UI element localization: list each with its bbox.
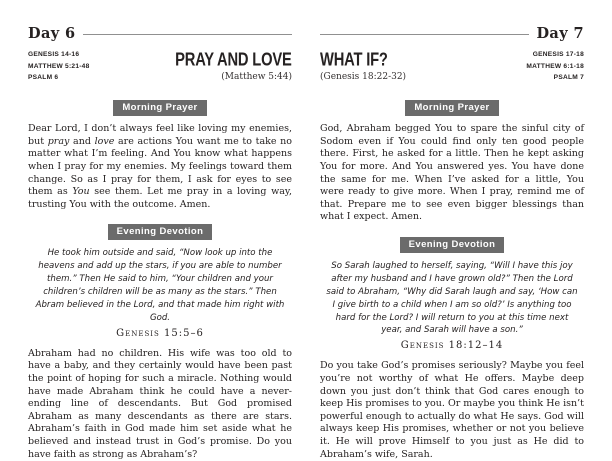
day-label: Day 7 — [536, 25, 584, 42]
page-header — [28, 47, 292, 87]
reading-item: MATTHEW 6:1-18 — [526, 62, 584, 70]
scripture-quote: He took him outside and said, “Now look up into the heavens and add up the stars, if you are able to number them.” Then He said to him, “Your children and your children’s children will be as many as the stars.” Then Abram believed in the Lord, and that made him right with God. — [35, 248, 285, 323]
title-reference: (Genesis 18:22-32) — [320, 72, 407, 82]
title-reference: (Matthew 5:44) — [221, 72, 292, 82]
reading-item: MATTHEW 5:21-48 — [28, 62, 90, 70]
scripture-reference: Genesis 15:5–6 — [116, 327, 204, 339]
devotion-text: Abraham had no children. His wife was too old to have a baby, and they certainly would have been past the point of hoping for such a miracle. Nothing would have made Abraham think he could have a never-ending line of descendants. But God promised Abraham as many descendants as there are stars. Abraham’s faith in God made him set aside what he believed and instead trust in God’s promise. Do you have faith as strong as Abraham’s? — [28, 347, 292, 460]
reading-item: PSALM 6 — [28, 74, 59, 82]
page-title: WHAT IF? — [320, 50, 388, 71]
day-rule — [83, 34, 292, 35]
evening-devotion-section-header — [28, 219, 292, 240]
morning-prayer-section-header — [28, 95, 292, 116]
reading-item: GENESIS 17-18 — [532, 51, 584, 58]
readings-list — [28, 47, 90, 84]
reading-item: PSALM 7 — [553, 74, 584, 82]
page-title: PRAY AND LOVE — [175, 50, 292, 71]
scripture-reference: Genesis 18:12–14 — [400, 340, 504, 352]
morning-prayer-badge: Morning Prayer — [113, 100, 206, 116]
readings-list — [526, 47, 584, 84]
page-day-6 — [0, 0, 306, 460]
day-label: Day 6 — [28, 25, 76, 42]
morning-prayer-text: Dear Lord, I don’t always feel like loving my enemies, but pray and love are actions You want me to take no matter what I’m feeling. And You know what happens when I pray for my enemies. My feelings toward them change. So as I pray for them, I ask for eyes to see them as You see them. Let me pray in a loving way, trusting You with the outcome. Amen. — [28, 123, 292, 210]
reading-item: GENESIS 14-16 — [28, 51, 80, 58]
evening-devotion-section-header — [320, 232, 584, 253]
day-header — [320, 25, 584, 42]
evening-devotion-badge: Evening Devotion — [400, 237, 505, 253]
day-rule — [320, 34, 529, 35]
title-block — [165, 47, 292, 82]
morning-prayer-badge: Morning Prayer — [405, 100, 498, 116]
scripture-quote: So Sarah laughed to herself, saying, “Will I have this joy after my husband and I have grown old?” Then the Lord said to Abraham, “Why did Sarah laugh and say, ‘How can I give birth to a child when I am so old?’ Is anything too hard for the Lord? I will return to you at this time next year, and Sarah will have a son.” — [326, 261, 578, 336]
title-block — [320, 47, 406, 82]
page-header — [320, 47, 584, 87]
morning-prayer-text: God, Abraham begged You to spare the sinful city of Sodom even if You could find only ten good people there. First, he asked for a little. Then he kept asking You for more. And You answered yes. You have done the same for me. When I’ve asked for a little, You were ready to give more. When I pray, remind me of that. Prepare me to see even bigger blessings than what I expect. Amen. — [320, 123, 584, 223]
morning-prayer-section-header — [320, 95, 584, 116]
devotion-text: Do you take God’s promises seriously? Maybe you feel you’re not worthy of what He offers. Maybe deep down you just don’t think that God cares enough to keep His promises to you. Or maybe you think He isn’t powerful enough to actually do what He says. God will always keep His promises, whether or not you believe it. He will prove Himself to you just as He did to Abraham’s wife, Sarah. — [320, 360, 584, 460]
evening-devotion-badge: Evening Devotion — [108, 224, 213, 240]
page-day-7 — [306, 0, 612, 460]
day-header — [28, 25, 292, 42]
